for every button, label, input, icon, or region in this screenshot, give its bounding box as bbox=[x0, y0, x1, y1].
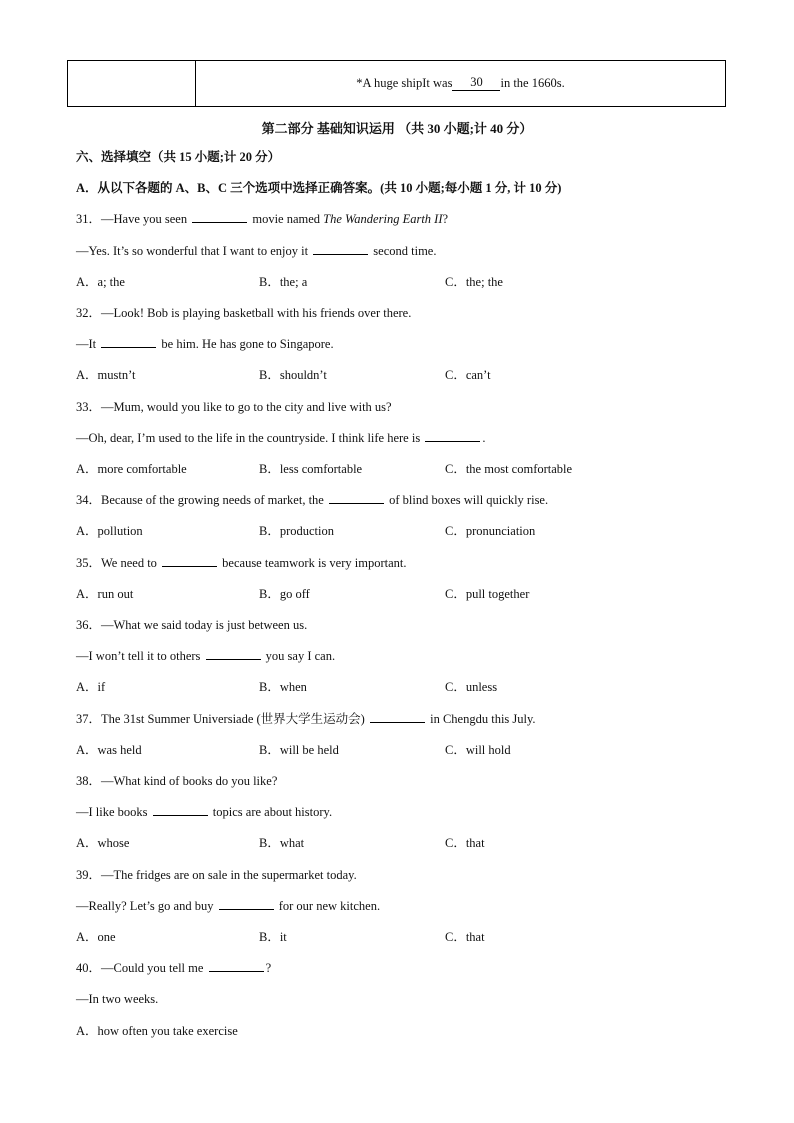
option-b[interactable]: B．the; a bbox=[259, 275, 308, 289]
q33-line2-pre: —Oh, dear, I’m used to the life in the countryside. I think life here is bbox=[76, 431, 424, 445]
answer-blank bbox=[192, 211, 247, 223]
answer-blank bbox=[209, 960, 264, 972]
question-34-line-1 bbox=[76, 492, 548, 508]
section-title: 六、选择填空（共 15 小题;计 20 分） bbox=[76, 150, 281, 164]
option-a[interactable]: A．was held bbox=[76, 743, 142, 757]
option-b[interactable]: B．shouldn’t bbox=[259, 368, 327, 382]
question-36-options bbox=[76, 679, 736, 695]
q31-text-pre: 31．—Have you seen bbox=[76, 212, 191, 226]
question-37-options bbox=[76, 742, 736, 758]
q32-line2-post: be him. He has gone to Singapore. bbox=[158, 337, 334, 351]
table-cell-empty bbox=[68, 61, 196, 106]
option-c[interactable]: C．the most comfortable bbox=[445, 462, 573, 476]
option-c[interactable]: C．pull together bbox=[445, 587, 530, 601]
q33-line2-post: . bbox=[482, 431, 486, 445]
q39-line2-post: for our new kitchen. bbox=[275, 899, 381, 913]
q36-line2-post: you say I can. bbox=[262, 649, 336, 663]
question-31-line-1 bbox=[76, 211, 448, 227]
option-c[interactable]: C．pronunciation bbox=[445, 524, 536, 538]
q31-text-mid: movie named bbox=[249, 212, 324, 226]
q39-line2-pre: —Really? Let’s go and buy bbox=[76, 899, 217, 913]
question-33-options bbox=[76, 461, 736, 477]
option-a[interactable]: A．mustn’t bbox=[76, 368, 136, 382]
q38-line2-pre: —I like books bbox=[76, 805, 151, 819]
option-b[interactable]: B．production bbox=[259, 524, 334, 538]
blank-30: 30 bbox=[452, 76, 500, 91]
answer-blank bbox=[101, 336, 156, 348]
question-33-line-1: 33．—Mum, would you like to go to the city and live with us? bbox=[76, 400, 392, 414]
q34-text-pre: 34．Because of the growing needs of market, the bbox=[76, 493, 327, 507]
option-b[interactable]: B．what bbox=[259, 836, 305, 850]
option-c[interactable]: C．that bbox=[445, 930, 485, 944]
question-39-options bbox=[76, 929, 736, 945]
q38-line2-post: topics are about history. bbox=[209, 805, 333, 819]
option-b[interactable]: B．will be held bbox=[259, 743, 339, 757]
q36-line2-pre: —I won’t tell it to others bbox=[76, 649, 204, 663]
question-40-line-2: —In two weeks. bbox=[76, 992, 159, 1006]
table-text-suffix: in the 1660s. bbox=[500, 76, 565, 90]
q40-text-pre: 40．—Could you tell me bbox=[76, 961, 207, 975]
option-a[interactable]: A．one bbox=[76, 930, 116, 944]
q31-line2-pre: —Yes. It’s so wonderful that I want to enjoy it bbox=[76, 244, 312, 258]
question-39-line-2 bbox=[76, 898, 380, 914]
q31-line2-post: second time. bbox=[370, 244, 437, 258]
option-a[interactable]: A．how often you take exercise bbox=[76, 1024, 238, 1038]
q32-line2-pre: —It bbox=[76, 337, 100, 351]
q37-text-pre: 37．The 31st Summer Universiade (世界大学生运动会) bbox=[76, 712, 368, 726]
answer-blank bbox=[370, 711, 425, 723]
answer-table-row bbox=[67, 60, 726, 107]
option-b[interactable]: B．when bbox=[259, 680, 307, 694]
question-38-line-2 bbox=[76, 804, 332, 820]
question-38-line-1: 38．—What kind of books do you like? bbox=[76, 774, 278, 788]
part-title: 第二部分 基础知识运用 （共 30 小题;计 40 分） bbox=[261, 121, 533, 136]
option-a[interactable]: A．more comfortable bbox=[76, 462, 187, 476]
question-32-line-1: 32．—Look! Bob is playing basketball with his friends over there. bbox=[76, 306, 412, 320]
q31-text-end: ? bbox=[442, 212, 449, 226]
answer-blank bbox=[162, 555, 217, 567]
option-b[interactable]: B．less comfortable bbox=[259, 462, 363, 476]
q40-text-post: ? bbox=[265, 961, 272, 975]
answer-blank bbox=[153, 804, 208, 816]
question-31-line-2 bbox=[76, 243, 436, 259]
q34-text-post: of blind boxes will quickly rise. bbox=[385, 493, 549, 507]
question-32-options bbox=[76, 367, 736, 383]
answer-blank bbox=[219, 898, 274, 910]
question-37-line-1 bbox=[76, 711, 536, 727]
option-b[interactable]: B．it bbox=[259, 930, 287, 944]
question-35-options bbox=[76, 586, 736, 602]
question-38-options bbox=[76, 835, 736, 851]
question-39-line-1: 39．—The fridges are on sale in the supermarket today. bbox=[76, 868, 357, 882]
option-a[interactable]: A．a; the bbox=[76, 275, 125, 289]
option-a[interactable]: A．pollution bbox=[76, 524, 143, 538]
table-text-prefix: *A huge shipIt was bbox=[356, 76, 453, 90]
answer-blank bbox=[313, 243, 368, 255]
option-a[interactable]: A．whose bbox=[76, 836, 130, 850]
q35-text-post: because teamwork is very important. bbox=[219, 556, 407, 570]
table-cell-sentence bbox=[196, 61, 725, 106]
q37-text-post: in Chengdu this July. bbox=[426, 712, 536, 726]
question-36-line-2 bbox=[76, 648, 335, 664]
option-a[interactable]: A．if bbox=[76, 680, 106, 694]
q31-movie-title: The Wandering Earth II bbox=[323, 212, 443, 226]
option-a[interactable]: A．run out bbox=[76, 587, 134, 601]
question-36-line-1: 36．—What we said today is just between us. bbox=[76, 618, 308, 632]
answer-blank bbox=[206, 648, 261, 660]
option-c[interactable]: C．unless bbox=[445, 680, 498, 694]
question-32-line-2 bbox=[76, 336, 334, 352]
question-35-line-1 bbox=[76, 555, 407, 571]
answer-blank bbox=[329, 492, 384, 504]
option-c[interactable]: C．the; the bbox=[445, 275, 503, 289]
option-c[interactable]: C．can’t bbox=[445, 368, 491, 382]
question-33-line-2 bbox=[76, 430, 485, 446]
question-40-line-1 bbox=[76, 960, 271, 976]
question-34-options bbox=[76, 523, 736, 539]
sub-title: A．从以下各题的 A、B、C 三个选项中选择正确答案。(共 10 小题;每小题 1 分, 计 10 分) bbox=[76, 181, 562, 195]
question-40-options bbox=[76, 1023, 736, 1039]
q35-text-pre: 35．We need to bbox=[76, 556, 161, 570]
question-31-options bbox=[76, 274, 736, 290]
answer-blank bbox=[425, 430, 480, 442]
option-b[interactable]: B．go off bbox=[259, 587, 310, 601]
option-c[interactable]: C．that bbox=[445, 836, 485, 850]
option-c[interactable]: C．will hold bbox=[445, 743, 511, 757]
